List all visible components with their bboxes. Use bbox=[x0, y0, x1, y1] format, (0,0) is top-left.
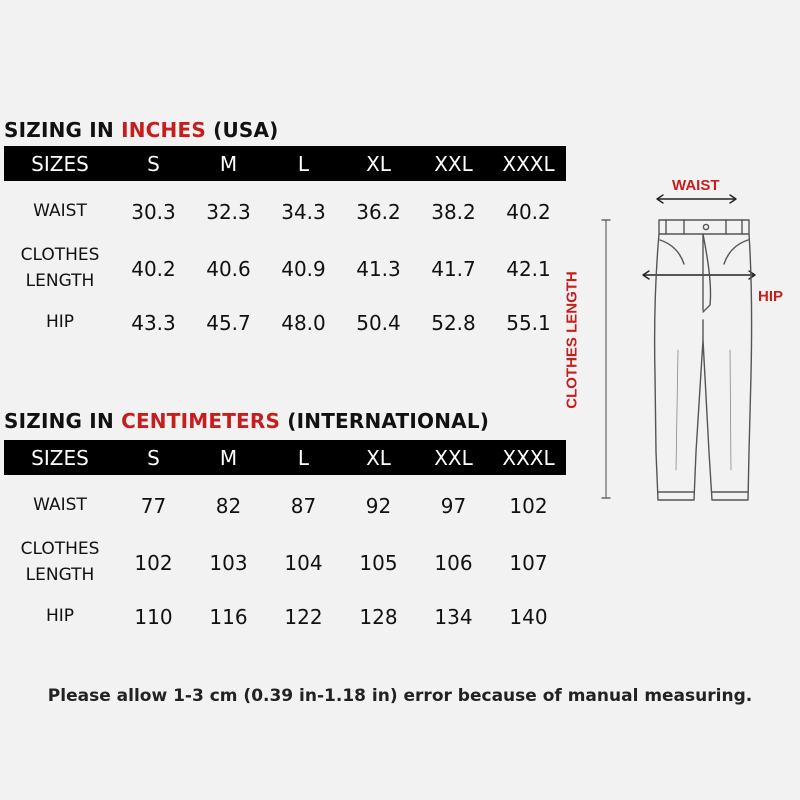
table-cell: 103 bbox=[209, 550, 248, 575]
column-header: XL bbox=[341, 440, 416, 475]
row-label-line: CLOTHES bbox=[20, 539, 100, 559]
inches-title-accent: INCHES bbox=[121, 118, 206, 142]
table-cell: 34.3 bbox=[281, 200, 326, 224]
table-cell: 92 bbox=[365, 494, 392, 518]
table-cell: 40.9 bbox=[281, 256, 326, 281]
table-cell: 122 bbox=[284, 605, 323, 629]
table-cell: 48.0 bbox=[281, 311, 326, 335]
cm-title-accent: CENTIMETERS bbox=[121, 409, 281, 433]
row-label bbox=[4, 475, 116, 537]
row-label-line: HIP bbox=[45, 312, 75, 333]
table-row-hip bbox=[4, 588, 566, 646]
table-cell: 102 bbox=[134, 550, 173, 575]
table-row-waist bbox=[4, 475, 566, 537]
table-cell: 45.7 bbox=[206, 311, 251, 335]
inches-title-prefix: SIZING IN bbox=[4, 118, 122, 142]
row-label-line: WAIST bbox=[33, 201, 87, 222]
pants-outline-icon bbox=[560, 170, 800, 510]
column-header: L bbox=[266, 440, 341, 475]
pants-measurement-diagram bbox=[560, 170, 800, 510]
column-header: XXXL bbox=[491, 146, 566, 181]
column-header: XL bbox=[341, 146, 416, 181]
table-cell: 40.2 bbox=[131, 256, 176, 281]
cm-title-prefix: SIZING IN bbox=[4, 409, 122, 433]
table-cell: 104 bbox=[284, 550, 323, 575]
inches-size-table bbox=[4, 146, 566, 352]
cm-title-suffix: (INTERNATIONAL) bbox=[280, 409, 490, 433]
table-cell: 32.3 bbox=[206, 200, 251, 224]
column-header: SIZES bbox=[4, 146, 116, 181]
row-label bbox=[4, 294, 116, 352]
table-header-row bbox=[4, 440, 566, 475]
table-cell: 87 bbox=[290, 494, 317, 518]
table-cell: 52.8 bbox=[431, 311, 476, 335]
column-header: S bbox=[116, 146, 191, 181]
measurement-disclaimer: Please allow 1-3 cm (0.39 in-1.18 in) error because of manual measuring. bbox=[47, 686, 753, 706]
column-header: M bbox=[191, 440, 266, 475]
table-cell: 116 bbox=[209, 605, 248, 629]
row-label bbox=[4, 181, 116, 243]
centimeters-size-table bbox=[4, 440, 566, 646]
column-header: XXXL bbox=[491, 440, 566, 475]
table-cell: 82 bbox=[215, 494, 242, 518]
table-cell: 105 bbox=[359, 550, 398, 575]
column-header: XXL bbox=[416, 440, 491, 475]
table-cell: 40.6 bbox=[206, 256, 251, 281]
table-cell: 50.4 bbox=[356, 311, 401, 335]
column-header: S bbox=[116, 440, 191, 475]
column-header: XXL bbox=[416, 146, 491, 181]
table-cell: 97 bbox=[440, 494, 467, 518]
waist-measure-label: WAIST bbox=[672, 177, 720, 194]
clothes-length-measure-label: CLOTHES LENGTH bbox=[563, 271, 581, 409]
table-row-length bbox=[4, 537, 566, 588]
table-cell: 106 bbox=[434, 550, 473, 575]
column-header: M bbox=[191, 146, 266, 181]
table-cell: 140 bbox=[509, 605, 548, 629]
row-label-line: HIP bbox=[45, 606, 75, 627]
table-cell: 36.2 bbox=[356, 200, 401, 224]
table-cell: 128 bbox=[359, 605, 398, 629]
row-label bbox=[4, 243, 116, 294]
table-cell: 77 bbox=[140, 494, 167, 518]
inches-title-suffix: (USA) bbox=[205, 118, 279, 142]
row-label-line: CLOTHES bbox=[20, 245, 100, 265]
row-label-line: LENGTH bbox=[25, 270, 95, 291]
table-cell: 42.1 bbox=[506, 256, 551, 281]
centimeters-section-title bbox=[4, 409, 489, 433]
column-header: L bbox=[266, 146, 341, 181]
row-label-line: LENGTH bbox=[25, 564, 95, 585]
table-cell: 43.3 bbox=[131, 311, 176, 335]
inches-section-title bbox=[4, 118, 279, 142]
row-label-line: WAIST bbox=[33, 495, 87, 516]
table-row-hip bbox=[4, 294, 566, 352]
table-row-length bbox=[4, 243, 566, 294]
table-header-row bbox=[4, 146, 566, 181]
table-cell: 102 bbox=[509, 494, 548, 518]
table-cell: 41.3 bbox=[356, 256, 401, 281]
table-cell: 110 bbox=[134, 605, 173, 629]
table-cell: 38.2 bbox=[431, 200, 476, 224]
table-cell: 55.1 bbox=[506, 311, 551, 335]
pants-button bbox=[703, 224, 708, 229]
column-header: SIZES bbox=[4, 440, 116, 475]
table-cell: 41.7 bbox=[431, 256, 476, 281]
table-row-waist bbox=[4, 181, 566, 243]
hip-measure-label: HIP bbox=[758, 288, 784, 305]
row-label bbox=[4, 588, 116, 646]
table-cell: 40.2 bbox=[506, 200, 551, 224]
row-label bbox=[4, 537, 116, 588]
table-cell: 30.3 bbox=[131, 200, 176, 224]
table-cell: 134 bbox=[434, 605, 473, 629]
table-cell: 107 bbox=[509, 550, 548, 575]
